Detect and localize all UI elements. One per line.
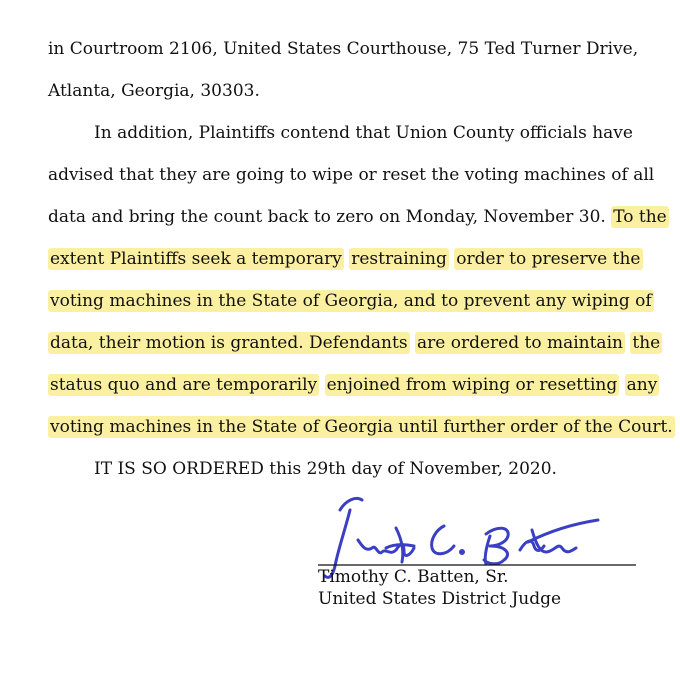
highlighted-text: voting machines in the State of Georgia until further order of the Court.	[50, 417, 673, 437]
highlighted-text: voting machines in the State of Georgia, and to prevent any wiping of	[50, 291, 652, 311]
text-segment: advised that they are going to wipe or reset the voting machines of all	[48, 165, 655, 185]
text-segment: in Courtroom 2106, United States Courthouse, 75 Ted Turner Drive,	[48, 39, 639, 59]
highlighted-text: enjoined from wiping or resetting	[326, 375, 618, 395]
highlighted-text: the	[632, 333, 661, 353]
signer-name: Timothy C. Batten, Sr.	[318, 567, 509, 587]
highlighted-text: To the	[613, 207, 667, 227]
highlighted-text: order to preserve the	[456, 249, 641, 269]
text-segment: IT IS SO ORDERED this 29th day of November, 2020.	[94, 459, 557, 479]
highlighted-text: any	[626, 375, 658, 395]
signer-title: United States District Judge	[318, 589, 562, 609]
highlighted-text: status quo and are temporarily	[50, 375, 318, 395]
text-segment: Atlanta, Georgia, 30303.	[48, 81, 260, 101]
highlighted-text: extent Plaintiffs seek a temporary	[50, 249, 342, 269]
highlighted-text: are ordered to maintain	[416, 333, 623, 353]
text-segment: In addition, Plaintiffs contend that Union County officials have	[94, 123, 633, 143]
highlighted-text: restraining	[351, 249, 447, 269]
text-segment: data and bring the count back to zero on Monday, November 30.	[48, 207, 612, 227]
highlighted-text: data, their motion is granted. Defendants	[50, 333, 408, 353]
